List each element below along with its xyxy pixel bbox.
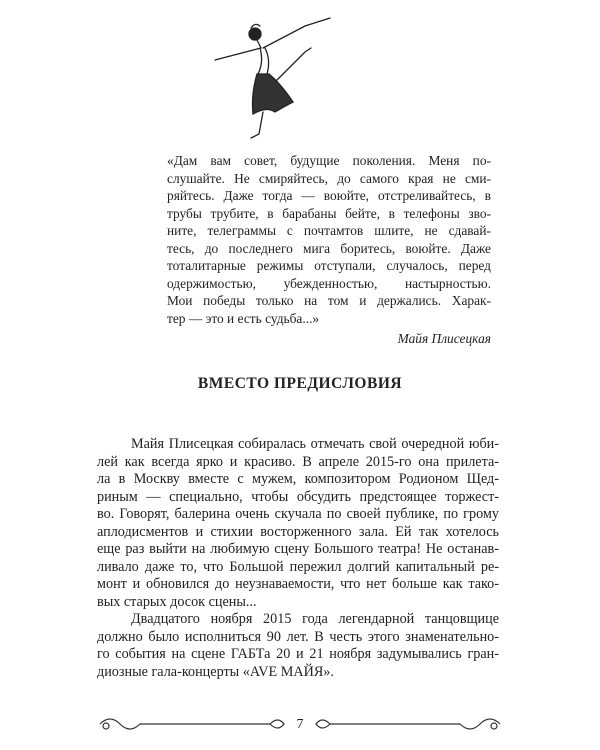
quote-line: тесь, до последнего мига боритесь, воюйте. Даже (167, 240, 491, 256)
body-line: лей как всегда ярко и красиво. В апреле 2015-го она прилета- (97, 453, 499, 470)
body-line: диозные гала-концерты «AVE МАЙЯ». (97, 663, 334, 680)
ballerina-illustration (205, 12, 345, 147)
quote-line: трубы трубите, в барабаны бейте, в телефоны зво- (167, 205, 491, 221)
body-line: ливало даже то, что Большой пережил долгий капитальный ре- (97, 558, 499, 575)
body-line: во. Говорят, балерина очень скучала по своей публике, по грому (97, 506, 499, 522)
quote-line: тер — это и есть судьба...» (167, 310, 320, 326)
quote-line: ряйтесь. Даже тогда — воюйте, отстреливайтесь, в (167, 188, 491, 203)
page-number: 7 (296, 717, 304, 732)
body-line: го события на сцене ГАБТа 20 и 21 ноября задумывались гран- (97, 646, 499, 662)
body-line: ла в Москву вместе с мужем, композитором Родионом Щед- (97, 471, 499, 487)
quote-line: слушайте. Не смиряйтесь, до самого края не сми- (167, 170, 491, 186)
epigraph-quote (167, 152, 491, 348)
quote-line: «Дам вам совет, будущие поколения. Меня по- (167, 153, 491, 168)
body-line: Майя Плисецкая собиралась отмечать свой очередной юби- (131, 436, 499, 452)
body-line: вых старых досок сцены... (97, 593, 257, 610)
body-line: аплодисментов и стихии восторженного зала. Ей так хотелось (97, 523, 499, 540)
body-text (97, 436, 499, 681)
body-line: монт и обновился до неузнаваемости, что нет больше как тако- (97, 576, 499, 592)
body-line: должно было исполниться 90 лет. В честь этого знаменательно- (97, 628, 499, 645)
quote-line: Мои победы только на том и держались. Харак- (167, 293, 491, 308)
quote-author: Майя Плисецкая (397, 331, 491, 346)
quote-line: одержимостью, убежденностью, настырностью. (167, 275, 491, 291)
quote-line: ните, телеграммы с почтамтов шлите, не сдавай- (167, 223, 491, 238)
body-line: риным — специально, чтобы обсудить предстоящее торжест- (97, 488, 499, 505)
chapter-heading: ВМЕСТО ПРЕДИСЛОВИЯ (197, 375, 403, 392)
quote-line: тоталитарные режимы отступали, случалось, перед (167, 258, 491, 273)
body-line: Двадцатого ноября 2015 года легендарной танцовщице (131, 611, 499, 627)
body-line: еще раз выйти на любимую сцену Большого театра! Не останав- (97, 541, 499, 557)
